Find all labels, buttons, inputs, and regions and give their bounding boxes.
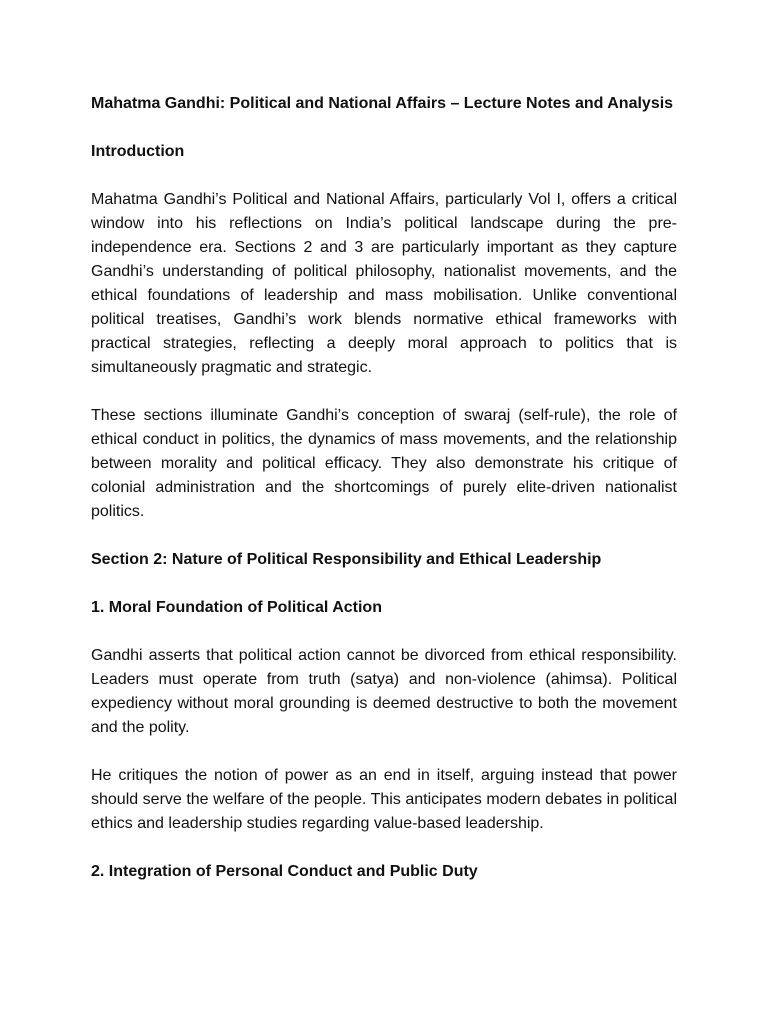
introduction-heading: Introduction <box>91 143 185 160</box>
subsection-1-heading: 1. Moral Foundation of Political Action <box>91 599 382 616</box>
introduction-paragraph-1: Mahatma Gandhi’s Political and National Affairs, particularly Vol I, offers a critical window into his reflections on India’s political landscape during the pre-independence era. Sections 2 and 3 are particularly important as they capture Gandhi’s understanding of political philosophy, nationalist movements, and the ethical foundations of leadership and mass mobilisation. Unlike conventional political treatises, Gandhi’s work blends normative ethical frameworks with practical strategies, reflecting a deeply moral approach to politics that is simultaneously pragmatic and strategic. <box>91 191 677 376</box>
introduction-paragraph-2: These sections illuminate Gandhi’s conception of swaraj (self-rule), the role of ethical conduct in politics, the dynamics of mass movements, and the relationship between morality and political efficacy. They also demonstrate his critique of colonial administration and the shortcomings of purely elite-driven nationalist politics. <box>91 407 677 520</box>
section-2-heading: Section 2: Nature of Political Responsibility and Ethical Leadership <box>91 551 602 568</box>
subsection-1-paragraph-1: Gandhi asserts that political action cannot be divorced from ethical responsibility. Leaders must operate from truth (satya) and non-violence (ahimsa). Political expediency without moral grounding is deemed destructive to both the movement and the polity. <box>91 647 677 736</box>
document-title: Mahatma Gandhi: Political and National Affairs – Lecture Notes and Analysis <box>91 95 674 112</box>
subsection-1-paragraph-2: He critiques the notion of power as an end in itself, arguing instead that power should serve the welfare of the people. This anticipates modern debates in political ethics and leadership studies regarding value-based leadership. <box>91 767 677 832</box>
subsection-2-heading: 2. Integration of Personal Conduct and Public Duty <box>91 863 478 880</box>
